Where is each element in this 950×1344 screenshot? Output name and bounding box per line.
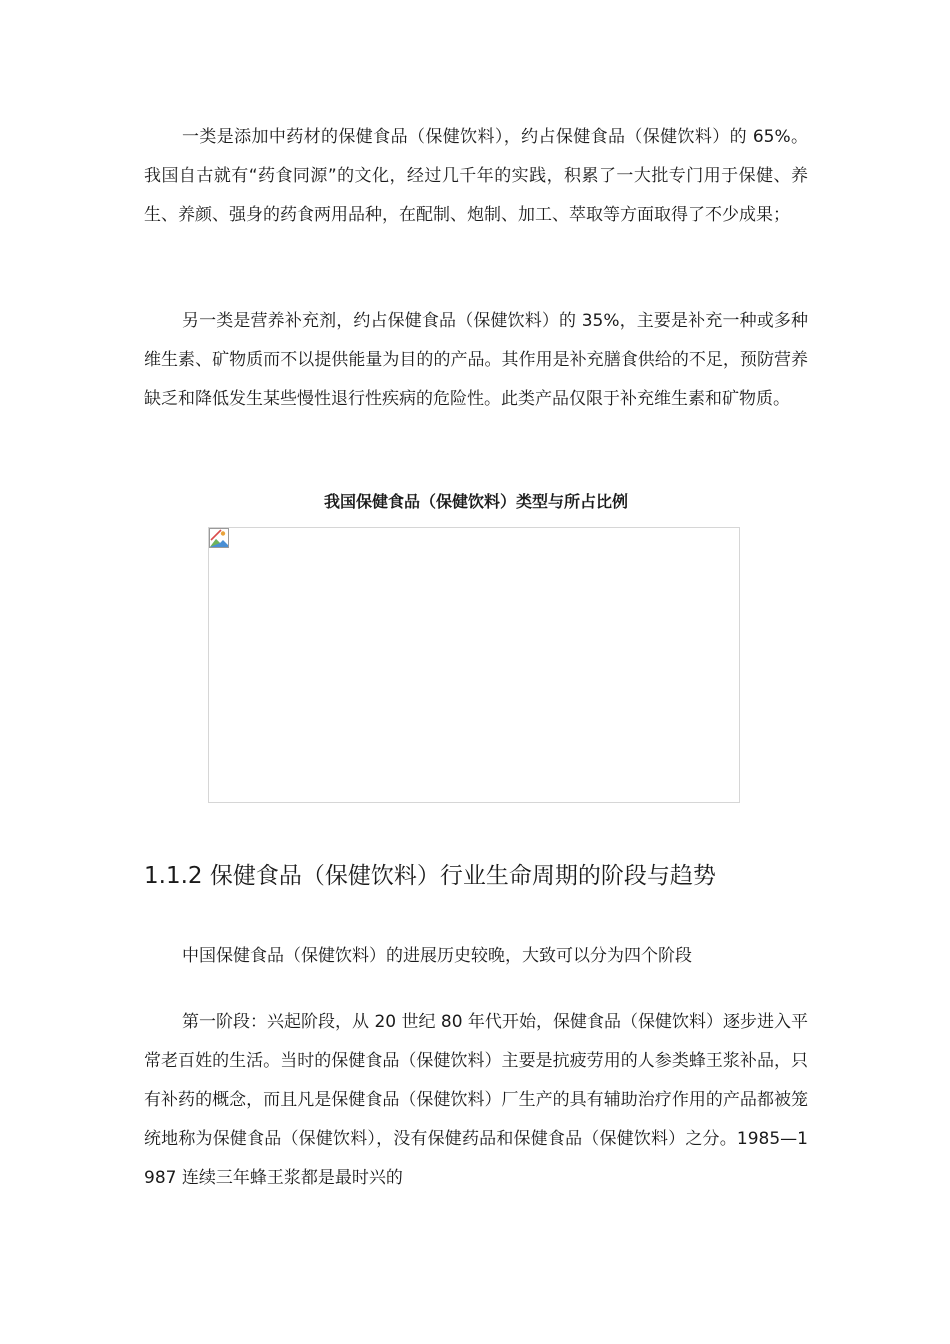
paragraph-nutritional-supplement: 另一类是营养补充剂，约占保健食品（保健饮料）的 35%，主要是补充一种或多种维生素、矿物质而不以提供能量为目的的产品。其作用是补充膳食供给的不足，预防营养缺乏和降低发生某些慢性退行性疾病的危险性。此类产品仅限于补充维生素和矿物质。 <box>144 311 808 409</box>
paragraph-development-stages-intro: 中国保健食品（保健饮料）的进展历史较晚，大致可以分为四个阶段 <box>182 946 692 966</box>
paragraph-herbal-health-food: 一类是添加中药材的保健食品（保健饮料），约占保健食品（保健饮料）的 65%。我国自古就有“药食同源”的文化，经过几千年的实践，积累了一大批专门用于保健、养生、养颜、强身的药食两用品种，在配制、炮制、加工、萃取等方面取得了不少成果； <box>144 127 808 225</box>
section-heading: 1.1.2 保健食品（保健饮料）行业生命周期的阶段与趋势 <box>144 863 716 889</box>
paragraph-stage-one: 第一阶段：兴起阶段，从 20 世纪 80 年代开始，保健食品（保健饮料）逐步进入平常老百姓的生活。当时的保健食品（保健饮料）主要是抗疲劳用的人参类蜂王浆补品，只有补药的概念，而且凡是保健食品（保健饮料）厂生产的具有辅助治疗作用的产品都被笼统地称为保健食品（保健饮料），没有保健药品和保健食品（保健饮料）之分。1985—1987 连续三年蜂王浆都是最时兴的 <box>144 1012 808 1188</box>
figure-image-placeholder <box>208 527 740 803</box>
figure-title: 我国保健食品（保健饮料）类型与所占比例 <box>323 492 628 511</box>
broken-image-icon <box>209 528 229 548</box>
